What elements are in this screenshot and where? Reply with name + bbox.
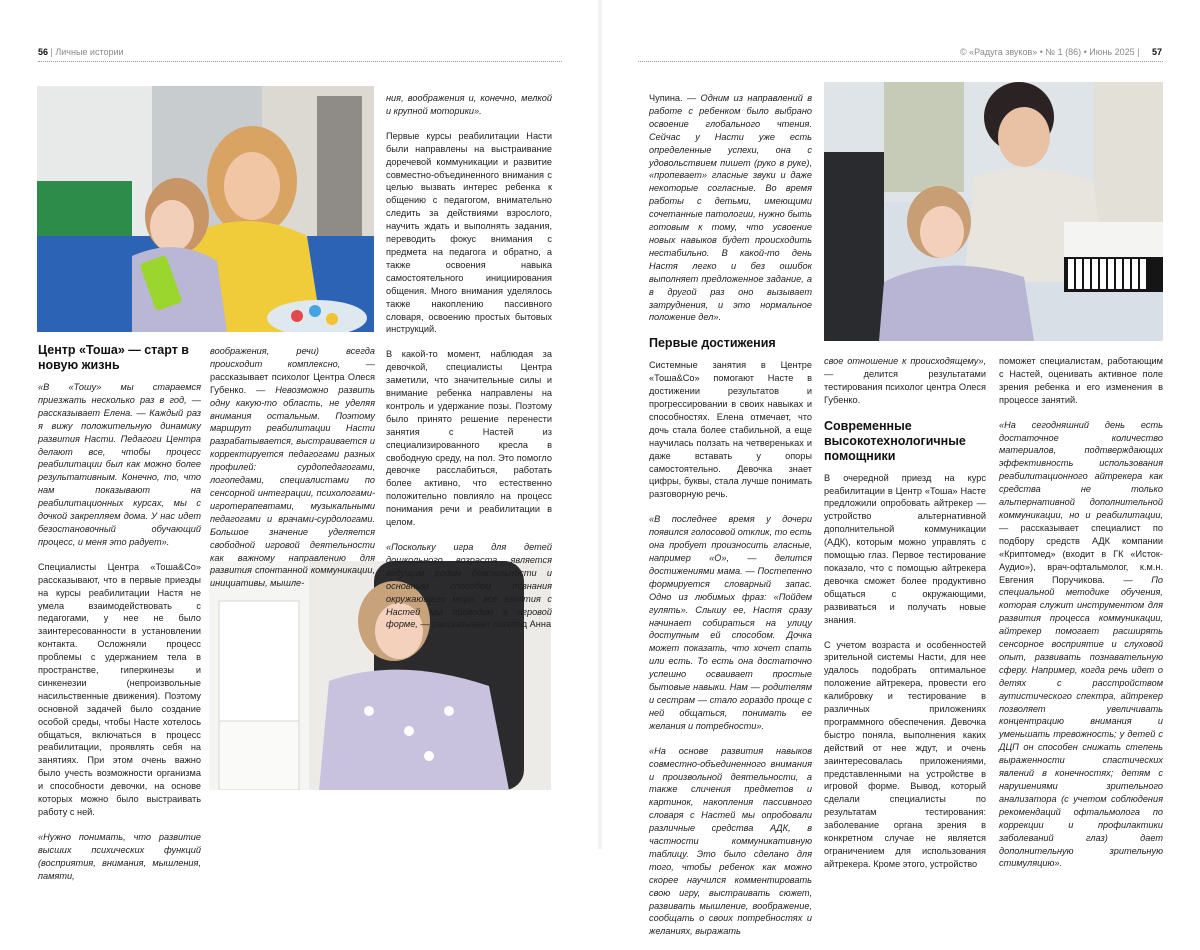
attribution-fragment: Чупина. — — [649, 93, 701, 103]
paragraph-floor-sessions: В какой-то момент, наблюдая за девочкой, специалисты Центра заметили, что значительные силы и внимание ребенка направлены на контроль и удержание позы. Поэтому было принято решение перенести занятия с Настей из специализированного кресла в свободную среду, на пол. Это помогло девочке расслабиться, работать более активно, что естественно положительно повлияло на процесс понимания речи и реабилитации в целом. — [386, 349, 552, 528]
paragraph-first-courses: Первые курсы реабилитации Насти были направлены на выстраивание доречевой коммуникации и развитие совместно-объединенного внимания с целью вызвать интерес ребенка к общению с педагогом, внимательно следить за действиями взрослого, научить ждать и выполнять задания, переводить фокус внимания с предмета на педагога и обратно, а также освоения навыка самостоятельного инициирования общения. Много внимания уделялось также накоплению пассивного словаря, освоению простых бытовых инструкций. — [386, 130, 552, 335]
article-column-3 — [386, 92, 552, 643]
paragraph-global-reading — [649, 92, 812, 324]
quote-fragment: свое отношение к происходящему», — [824, 356, 986, 366]
quote-fragment: Одним из направлений в работе с ребенком было выбрано освоение глобального чтения. Сейчас у Насти уже есть определенные успехи, она с удовольствием пишет (руко в руке), «пропевает» гласные звуки и даже некоторые согласные. Во время работы с детьми, имеющими сочетанные патологии, нужно быть готовым к тому, что усвоение новых навыков будет происходить нестабильно. В какой-то день Настя легко и без ошибок выполняет предложенное задание, а в другой раз оно вызывает затруднения, и это нормальное положение дел». — [649, 93, 812, 323]
paragraph-first-visits: Специалисты Центра «Тоша&Co» рассказывают, что в первые приезды на курсы реабилитации Настя не умела взаимодействовать с педагогами, у нее не было заинтересованности в установлении контакта. Осложняли процесс проблемы с удержанием тела в пространстве, гиперкинезы и синкенезии (непроизвольные насильственные движения). Поэтому основной задачей было создание особой среды, чтобы Насте хотелось общаться, включаться в процесс реабилитации, проявлять себя на занятиях. При этом очень важно было учесть возможности организма и способности девочки, на основе которых можно было выстраивать работу с ней. — [38, 561, 201, 817]
paragraph-eyetracker-intro: В очередной приезд на курс реабилитации в Центр «Тоша» Насте предложили опробовать айтрекер — устройство альтернативной дополнительной коммуникации (АДК), которым можно управлять с помощью глаз. Первое тестирование показало, что с помощью айтрекера девочка сможет более продуктивно общаться с окружающими, развиваться и получать новые знания. — [824, 472, 986, 625]
quote-psychologist-start: «Нужно понимать, что развитие высших психических функций (восприятия, внимания, мышления, памяти, — [38, 831, 201, 881]
quote-fragment-continued: Невозможно развить одну какую-то область, не уделяя внимания остальным. Поэтому маршрут реабилитации Насти разрабатывается, выстраивается и корректируется педагогами разных профилей: сурдопедагогами, логопедами, специалистами по сенсорной интеграции, психологами-игротерапевтами, музыкальными педагогами и врачами-сурдологами. Большое значение уделяется свободной игровой деятельности как важному направлению для развития спонтанной коммуникации, инициативы, мышле- — [210, 384, 375, 589]
article-column-2 — [210, 345, 375, 602]
quote-elena: «В «Тошу» мы стараемся приезжать несколько раз в год, — рассказывает Елена. — Каждый раз я вижу положительную динамику развития Насти. Педагоги Центра делают все, чтобы процесс реабилитации был как можно более результативным. Конечно, то, что нам показывают на реабилитационных курсах, мы с дочкой закрепляем дома. У нас идет безостановочный обучающий процесс, и меня это радует». — [38, 382, 201, 547]
photo-girl-with-teacher — [37, 86, 374, 332]
section-heading-first-achievements: Первые достижения — [649, 336, 776, 351]
right-page-number: 57 — [1151, 47, 1162, 57]
left-header-rule — [38, 61, 562, 62]
paragraph-psychologist-quote — [210, 345, 375, 590]
right-page-header — [960, 47, 1162, 57]
attribution-fragment: — рассказывает логопед Анна — [417, 619, 552, 630]
paragraph-psychologist-attribution — [824, 355, 986, 407]
left-page-header — [38, 47, 124, 57]
article-column-5 — [824, 355, 986, 883]
quote-ending: ния, воображения и, конечно, мелкой и крупной моторики». — [386, 93, 552, 116]
photo-eyetracker-session — [824, 82, 1163, 341]
left-section-label: | Личные истории — [50, 47, 124, 57]
article-column-1 — [38, 343, 201, 895]
quote-fragment: воображения, речи) всегда происходит комплексно, — [210, 346, 375, 369]
paragraph-specialist-quote — [999, 419, 1163, 871]
quote-mother-progress: «В последнее время у дочери появился голосовой отклик, то есть она пробует произносить гласные, например «О», — делится достижениями мама. — Постепенно формируется словарный запас. Одно из любимых фраз: «Пойдем гулять». Слышу ее, Настя сразу начинает собираться на улицу доступным ей способом. Дочка может показать, что хочет спать или есть. То есть она достаточно успешно осваивает простые бытовые навыки. Нам — родителям и сестрам — стало гораздо проще с ней общаться, понимать ее желания и потребности». — [649, 514, 812, 731]
paragraph-speech-therapist-quote — [386, 541, 552, 631]
quote-adk-means: «На основе развития навыков совместно-объединенного внимания и произвольной деятельности, а также сличения предметов и картинок, накопления пассивного словаря с Настей мы опробовали различные средства АДК, в частности коммуникативную таблицу. Это было сделано для того, чтобы ребенок как можно скорее научился комментировать свою игру, выстраивать сюжет, развивать мышление, воображение, сообщать о своих потребностях и желаниях, выражать — [649, 745, 812, 937]
magazine-issue-info: © «Радуга звуков» • № 1 (86) • Июнь 2025 | — [960, 47, 1140, 57]
paragraph-eyetracker-testing: С учетом возраста и особенностей зрительной системы Насти, для нее удалось подобрать оптимальное положение айтрекера, провести его калибровку и тестирование в различных приложениях программного обеспечения. Девочка быстро поняла, выполнения каких действий от нее ждут, и очень заинтересовалась приложениями, представленными на устройстве в игровой форме. Вывод, который сделали специалисты по результатам тестирования: заболевание органа зрения в конкретном случае не является ограничением для использования айтрекера. Кроме этого, устройство — [824, 639, 986, 869]
attribution-fragment: — делится результатами тестирования психолог центра Олеся Губенко. — [824, 368, 986, 405]
article-column-4 — [649, 92, 812, 950]
section-heading-tosha-center: Центр «Тоша» — старт в новую жизнь — [38, 343, 189, 372]
article-column-6 — [999, 355, 1163, 882]
paragraph-system-sessions: Системные занятия в Центре «Тоша&Co» помогают Насте в достижении результатов и прогрессировании в своих навыках и способностях. Елена отмечает, что дочь стала более стабильной, а еще научилась ползать на четвереньках и даже вставать у опоры самостоятельно. Девочка знает цифры, буквы, стала лучше понимать разговорную речь. — [649, 360, 812, 500]
attribution-fragment: — рассказывает психолог Центра Олеся Губенко. — — [210, 358, 375, 395]
quote-fragment: «На сегодняшний день есть достаточное количество материалов, подтверждающих эффективность использования реабилитационного айтрекера как средства не только альтернативной дополнительной коммуникации, но и реабилитации, — [999, 419, 1163, 520]
attribution-fragment: — рассказывает специалист по подбору средств АДК компании «Криптомед» (входит в ГК «Исток-Аудио»), врач-офтальмолог, к.м.н. Евгения Поручикова. — — [999, 522, 1163, 585]
quote-fragment-continued: По специальной методике обучения, которая служит инструментом для развития процесса коммуникации, айтрекер помогает расширять сенсорное восприятие и слуховой опыт, развивать познавательную сферу. Например, когда речь идет о детях с расстройством аутистического спектра, айтрекер позволяет увеличивать концентрацию внимания и уменьшать тревожность; у детей с ДЦП он способен снижать степень выраженности спастических явлений в конечностях; детям с нарушениями зрительного анализатора (с учетом соблюдения рекомендаций офтальмолога по коррекции и профилактики заболеваний глаз) дает дополнительную зрительную стимуляцию». — [999, 574, 1163, 869]
spine-gutter — [597, 0, 603, 849]
left-page-number: 56 — [38, 47, 49, 57]
paragraph-field-of-view: поможет специалистам, работающим с Настей, оценивать активное поле зрения ребенка и его изменения в процессе занятий. — [999, 356, 1163, 405]
right-header-rule — [638, 61, 1163, 62]
quote-fragment: «Поскольку игра для детей дошкольного возраста является ведущим родом деятельности и основным способом познания окружающего мира, все занятия с Настей мы проводим в игровой форме, — [386, 542, 552, 630]
section-heading-hightech-helpers: Современные высокотехнологичные помощники — [824, 418, 966, 463]
